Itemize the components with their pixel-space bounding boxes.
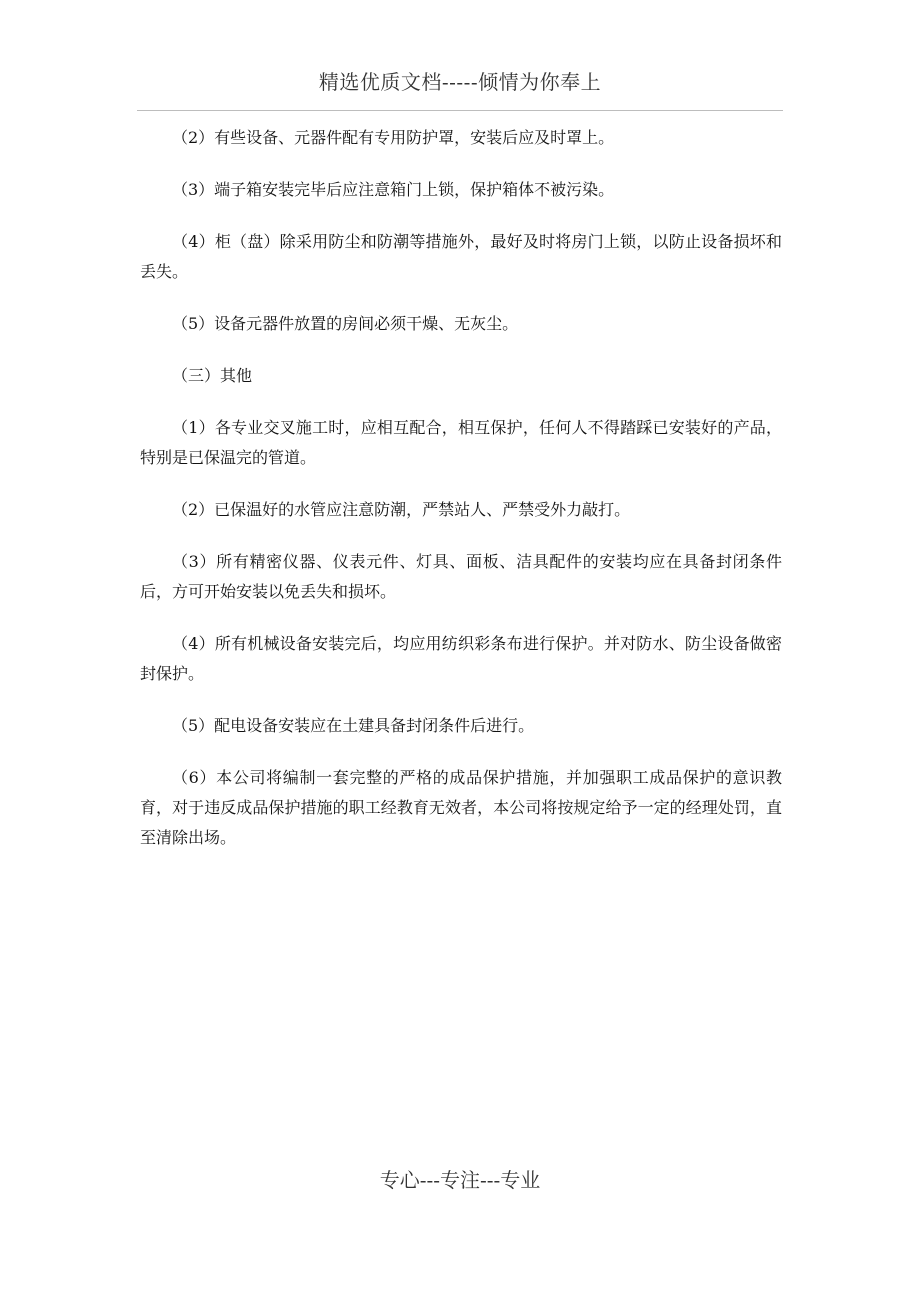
- paragraph-1-cross-construction: （1）各专业交叉施工时，应相互配合，相互保护，任何人不得踏踩已安装好的产品，特别是已保温完的管道。: [140, 418, 782, 467]
- page-header: [137, 62, 783, 111]
- paragraph-3-terminal-box: （3）端子箱安装完毕后应注意箱门上锁，保护箱体不被污染。: [172, 180, 615, 199]
- document-body: [140, 123, 782, 875]
- paragraph-2-insulated-pipes: （2）已保温好的水管应注意防潮，严禁站人、严禁受外力敲打。: [172, 500, 631, 519]
- paragraph-3-precision-instruments: （3）所有精密仪器、仪表元件、灯具、面板、洁具配件的安装均应在具备封闭条件后，方可开始安装以免丢失和损坏。: [140, 552, 782, 601]
- section-heading-other: （三）其他: [172, 366, 253, 385]
- header-title: 精选优质文档-----倾情为你奉上: [318, 70, 602, 94]
- paragraph-4-cabinet: （4）柜（盘）除采用防尘和防潮等措施外，最好及时将房门上锁，以防止设备损坏和丢失。: [140, 232, 782, 281]
- page-footer: 专心---专注---专业: [379, 1168, 541, 1192]
- paragraph-2-protective-cover: （2）有些设备、元器件配有专用防护罩，安装后应及时罩上。: [172, 128, 615, 147]
- paragraph-6-company-measures: （6）本公司将编制一套完整的严格的成品保护措施，并加强职工成品保护的意识教育，对于违反成品保护措施的职工经教育无效者，本公司将按规定给予一定的经理处罚，直至清除出场。: [140, 768, 782, 847]
- paragraph-4-mechanical-equipment: （4）所有机械设备安装完后，均应用纺织彩条布进行保护。并对防水、防尘设备做密封保护。: [140, 634, 782, 683]
- paragraph-5-component-room: （5）设备元器件放置的房间必须干燥、无灰尘。: [172, 314, 519, 333]
- paragraph-5-power-distribution: （5）配电设备安装应在土建具备封闭条件后进行。: [172, 716, 535, 735]
